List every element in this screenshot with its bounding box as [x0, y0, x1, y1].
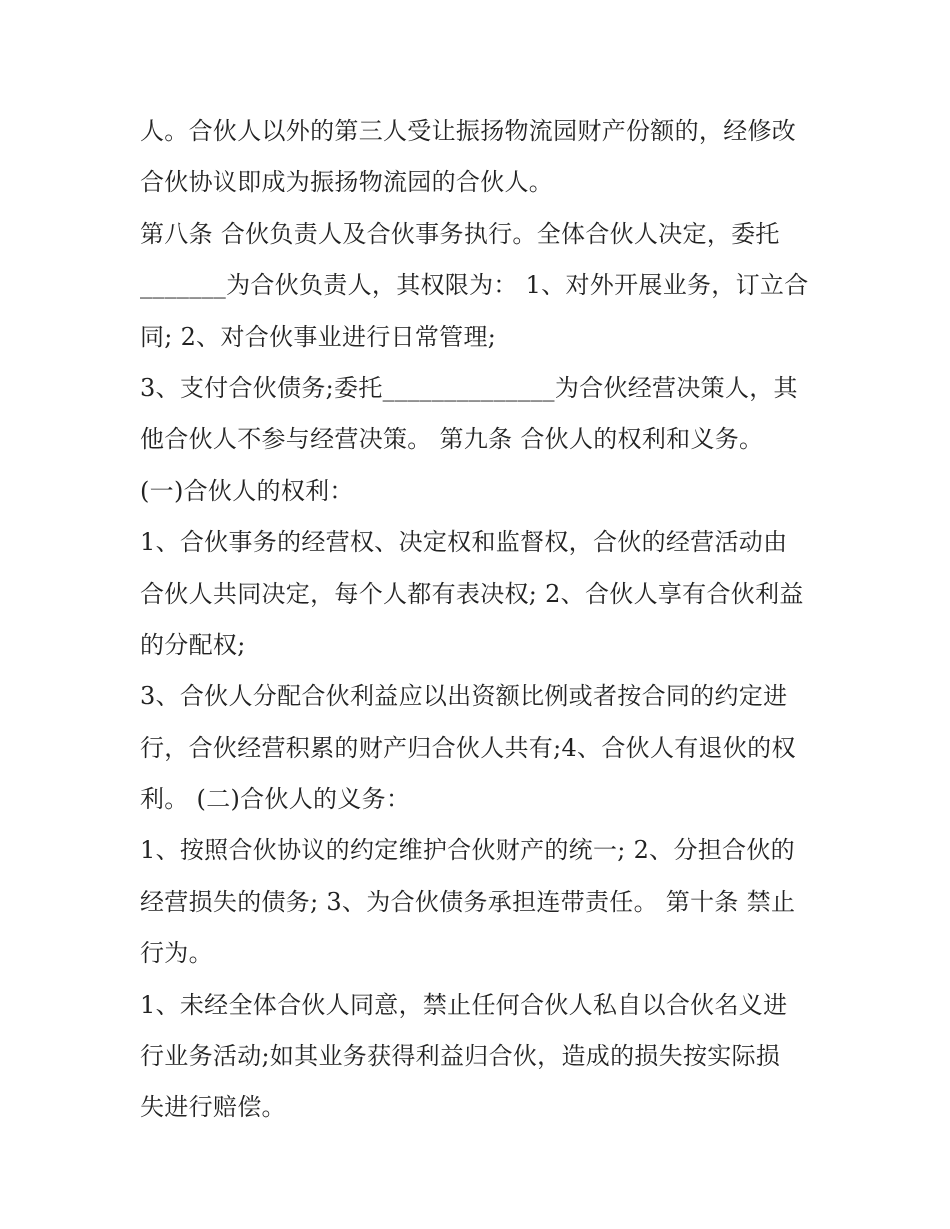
text-line: 经营损失的债务; 3、为合伙债务承担连带责任。 第十条 禁止	[140, 887, 796, 916]
text-line: 3、合伙人分配合伙利益应以出资额比例或者按合同的约定进	[140, 682, 788, 711]
text-line: 的分配权;	[140, 630, 246, 659]
text-line: 1、按照合伙协议的约定维护合伙财产的统一; 2、分担合伙的	[140, 836, 795, 865]
text-line: 人。合伙人以外的第三人受让振扬物流园财产份额的，经修改	[140, 117, 797, 145]
text-line: 合伙协议即成为振扬物流园的合伙人。	[140, 168, 554, 197]
document-body	[140, 106, 820, 1134]
text-line: 他合伙人不参与经营决策。 第九条 合伙人的权利和义务。	[140, 425, 764, 454]
text-line: 行为。	[140, 939, 213, 968]
text-line: 失进行赔偿。	[140, 1093, 286, 1122]
text-line: 行业务活动;如其业务获得利益归合伙，造成的损失按实际损	[140, 1042, 781, 1071]
text-line: 第八条 合伙负责人及合伙事务执行。全体合伙人决定，委托	[140, 219, 780, 248]
text-line: _______为合伙负责人，其权限为： 1、对外开展业务，订立合	[140, 271, 809, 300]
text-line: 行，合伙经营积累的财产归合伙人共有;4、合伙人有退伙的权	[140, 733, 796, 762]
text-line: 利。 (二)合伙人的义务：	[140, 785, 411, 814]
text-line: 3、支付合伙债务;委托______________为合伙经营决策人，其	[140, 373, 798, 402]
text-line: 1、未经全体合伙人同意，禁止任何合伙人私自以合伙名义进	[140, 990, 788, 1019]
text-line: (一)合伙人的权利：	[140, 476, 354, 505]
text-line: 1、合伙事务的经营权、决定权和监督权，合伙的经营活动由	[140, 528, 788, 557]
text-line: 同; 2、对合伙事业进行日常管理;	[140, 322, 497, 351]
text-line: 合伙人共同决定，每个人都有表决权; 2、合伙人享有合伙利益	[140, 579, 804, 608]
